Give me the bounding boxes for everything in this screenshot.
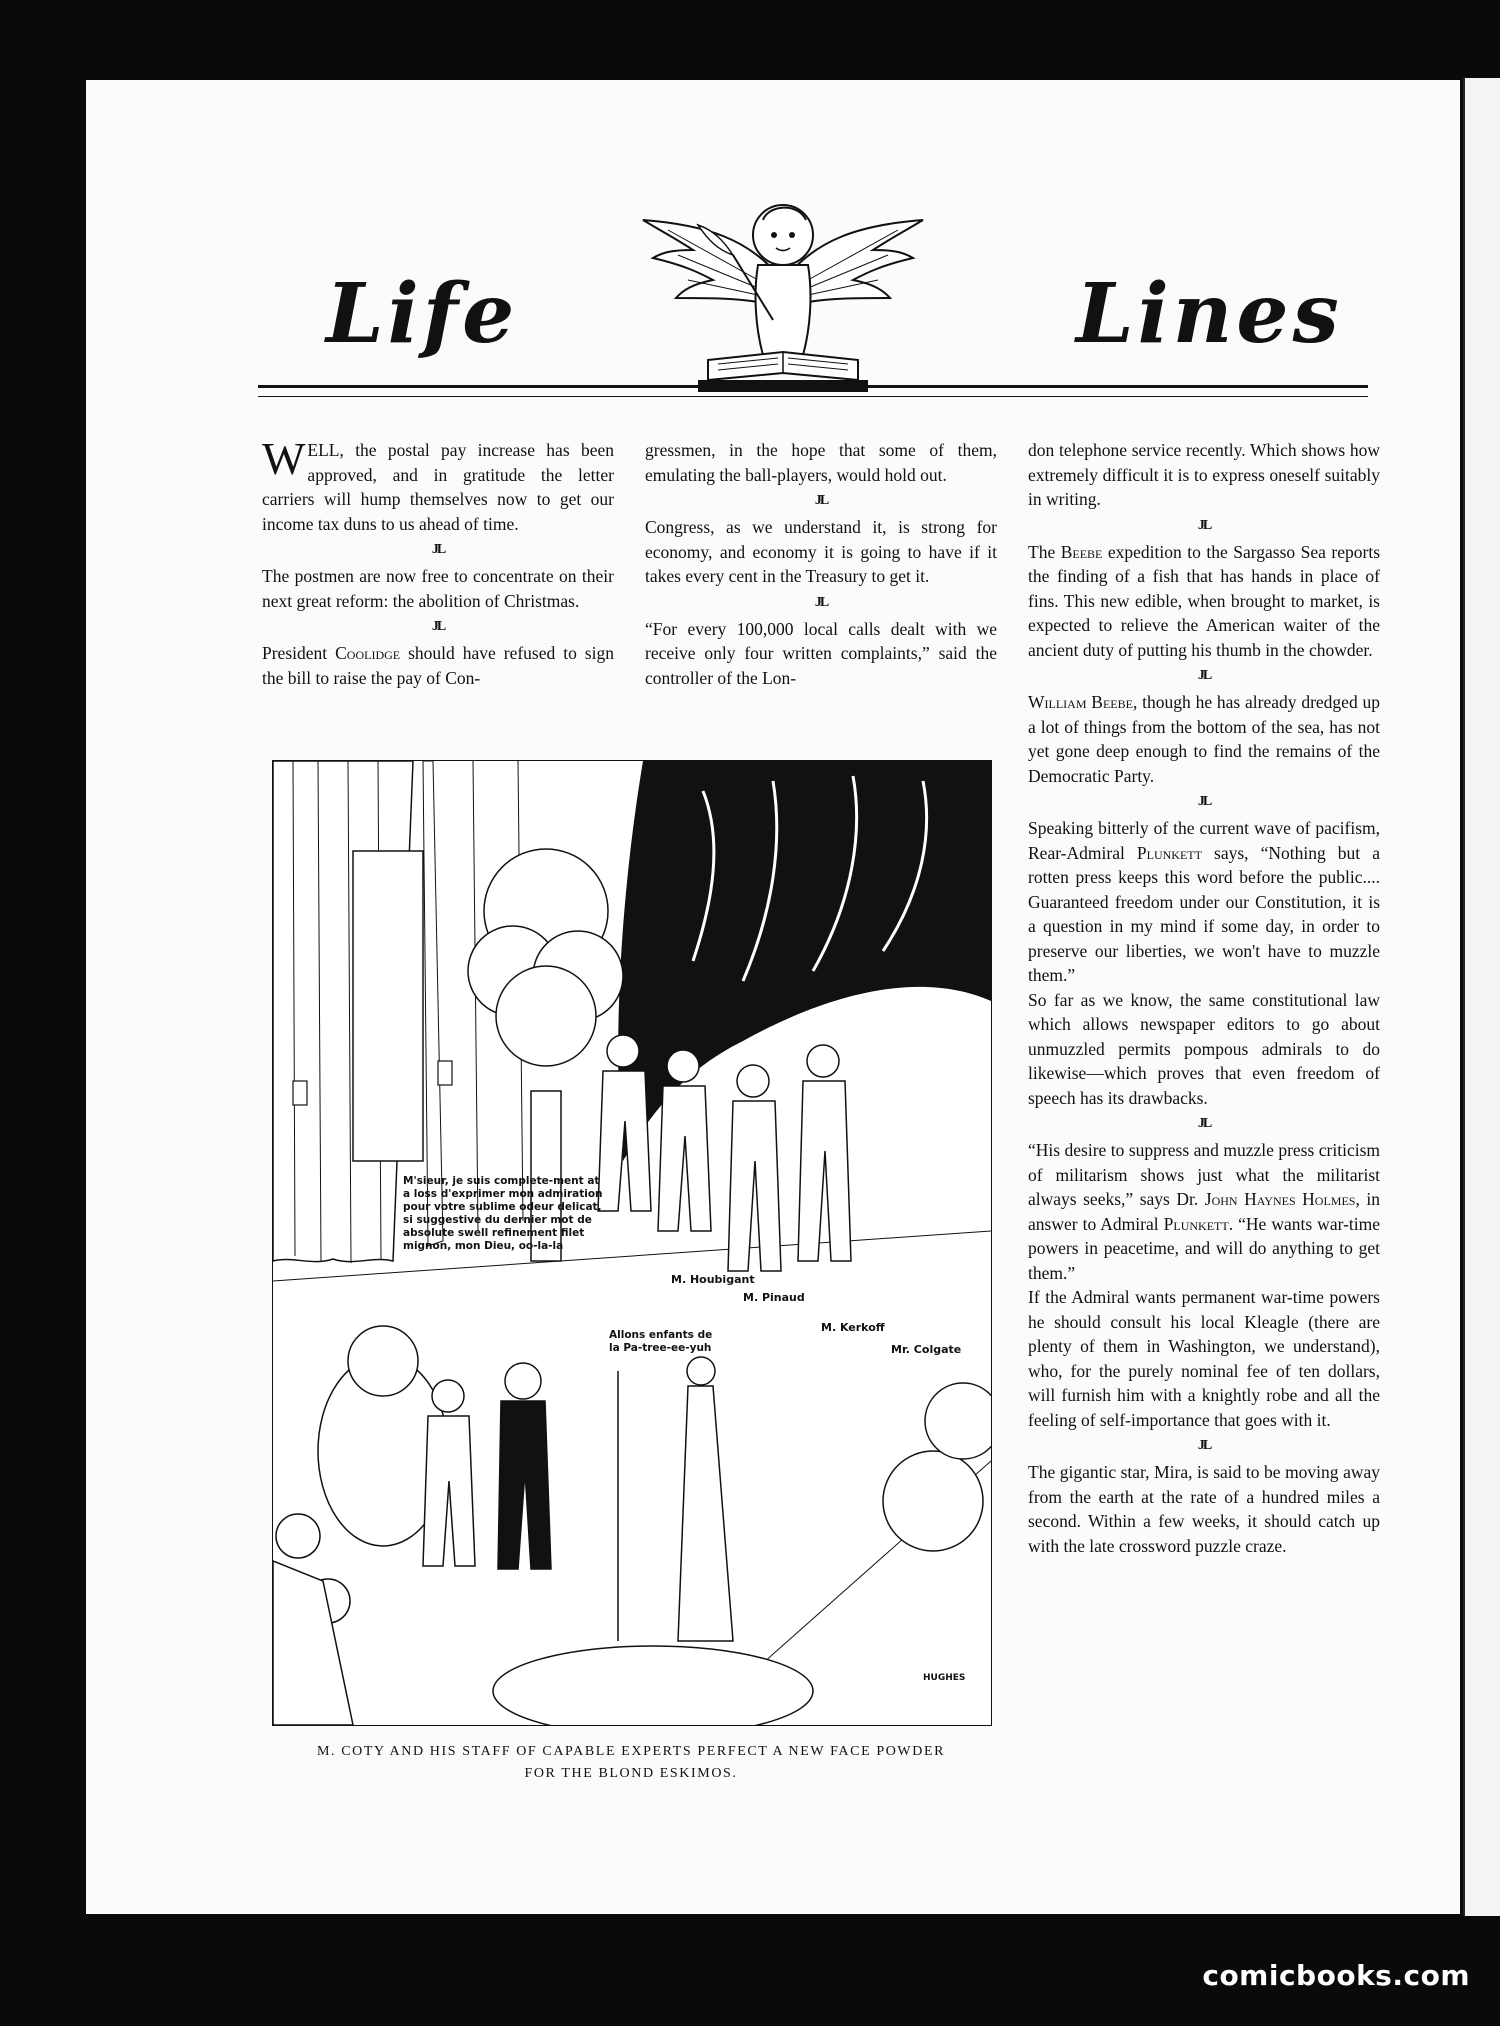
paragraph: The gigantic star, Mira, is said to be moving away from the earth at the rate of a hundred miles a second. Within a few weeks, it should catch up with the late crossword puzzle craze.	[1028, 1462, 1380, 1556]
paragraph: gressmen, in the hope that some of them, emulating the ball-players, would hold out.	[645, 440, 997, 485]
label-kerkoff: M. Kerkoff	[821, 1321, 885, 1334]
column-1	[262, 433, 614, 690]
paragraph	[1028, 540, 1380, 663]
small-caps-name: Coolidge	[335, 643, 401, 663]
cartoon-illustration	[272, 760, 992, 1726]
paragraph: So far as we know, the same constitutional law which allows newspaper editors to go about unmuzzled permits pompous admirals to do likewise—which proves that even freedom of speech has its drawbacks.	[1028, 989, 1380, 1108]
section-separator	[1028, 516, 1380, 536]
paragraph	[1028, 816, 1380, 988]
cartoon-drawing	[273, 761, 991, 1725]
masthead	[170, 180, 1370, 400]
paragraph	[262, 641, 614, 690]
masthead-title-right: Lines	[1076, 266, 1343, 362]
caption-line: FOR THE BLOND ESKIMOS.	[524, 1766, 738, 1781]
text-run: should have refused to sign the bill to raise the pay of Con-	[262, 643, 614, 688]
site-watermark: comicbooks.com	[1202, 1959, 1470, 1992]
speech-bubble-coty: M'sieur, je suis complete-ment at a loss d'exprimer mon admiration pour votre sublime odeur delicat, si suggestive du dernier mot de absolute swell refinement filet mignon, mon Dieu, oo-la-la	[403, 1175, 603, 1252]
text-run: , in answer to Admiral	[1028, 1189, 1380, 1234]
small-caps-name: William Beebe	[1028, 692, 1133, 712]
masthead-rule	[258, 385, 1368, 397]
caption-line: M. COTY AND HIS STAFF OF CAPABLE EXPERTS PERFECT A NEW FACE POWDER	[316, 1744, 946, 1759]
speech-bubble-singer: Allons enfants de la Pa-tree-ee-yuh	[609, 1329, 713, 1354]
artist-signature: HUGHES	[923, 1673, 966, 1683]
small-caps-name: Plunkett	[1136, 842, 1202, 863]
label-houbigant: M. Houbigant	[671, 1273, 755, 1286]
section-separator	[1028, 792, 1380, 812]
paragraph: Congress, as we understand it, is strong for economy, and economy it is going to have if it takes every cent in the Treasury to get it.	[645, 517, 997, 586]
label-colgate: Mr. Colgate	[891, 1343, 962, 1356]
text-run: “His desire to suppress and muzzle press criticism of militarism shows just what the militarist always seeks,” says Dr.	[1028, 1140, 1380, 1209]
text-run: . “He wants war-time powers in peacetime, and will do anything to get them.”	[1028, 1213, 1380, 1283]
paragraph	[1028, 690, 1380, 788]
text-run: says, “Nothing but a rotten press keeps this word before the public.... Guaranteed freedom under our Constitution, it is a question in my mind if some day, in order to preserve our liberties, we won't have to muzzle them.”	[1028, 842, 1380, 985]
paragraph: “For every 100,000 local calls dealt with we receive only four written complaints,” said the controller of the Lon-	[645, 618, 997, 688]
section-separator	[645, 593, 997, 613]
paragraph: don telephone service recently. Which shows how extremely difficult it is to express oneself suitably in writing.	[1028, 440, 1380, 509]
paragraph	[1028, 1138, 1380, 1285]
paragraph-text: ELL, the postal pay increase has been approved, and in gratitude the letter carriers will hump themselves now to get our income tax duns to us ahead of time.	[262, 440, 614, 534]
small-caps-name: Plunkett	[1163, 1213, 1229, 1234]
facing-page-edge	[1463, 78, 1500, 1916]
text-run: , though he has already dredged up a lot of things from the bottom of the sea, has not yet gone deep enough to find the remains of the Democratic Party.	[1028, 692, 1380, 786]
paragraph	[262, 433, 614, 536]
section-separator	[262, 617, 614, 637]
column-3	[1028, 438, 1380, 1558]
text-run: expedition to the Sargasso Sea reports the finding of a fish that has hands in place of fins. This new edible, when brought to market, is expected to relieve the American waiter of the ancient duty of putting his thumb in the chowder.	[1028, 541, 1381, 660]
cupid-illustration	[638, 180, 928, 395]
paragraph: If the Admiral wants permanent war-time powers he should consult his local Kleagle (there are plenty of them in Washington, we understand), who, for the purely nominal fee of ten dollars, will furnish him with a knightly robe and all the feeling of self-importance that goes with it.	[1028, 1287, 1380, 1430]
section-separator	[1028, 1436, 1380, 1456]
paragraph: The postmen are now free to concentrate on their next great reform: the abolition of Christmas.	[262, 566, 614, 611]
section-separator	[262, 540, 614, 560]
text-run: President	[262, 643, 336, 663]
section-separator	[1028, 1114, 1380, 1134]
cartoon-caption	[270, 1741, 992, 1785]
section-separator	[645, 491, 997, 511]
masthead-title-left: Life	[326, 266, 519, 362]
section-separator	[1028, 666, 1380, 686]
column-2	[645, 438, 997, 690]
drop-cap: W	[262, 433, 306, 484]
small-caps-name: John Haynes Holmes	[1204, 1189, 1356, 1209]
text-run: The	[1028, 541, 1061, 562]
text-run: Speaking bitterly of the current wave of pacifism, Rear-Admiral	[1028, 818, 1380, 863]
label-pinaud: M. Pinaud	[743, 1291, 805, 1304]
small-caps-name: Beebe	[1060, 541, 1103, 562]
